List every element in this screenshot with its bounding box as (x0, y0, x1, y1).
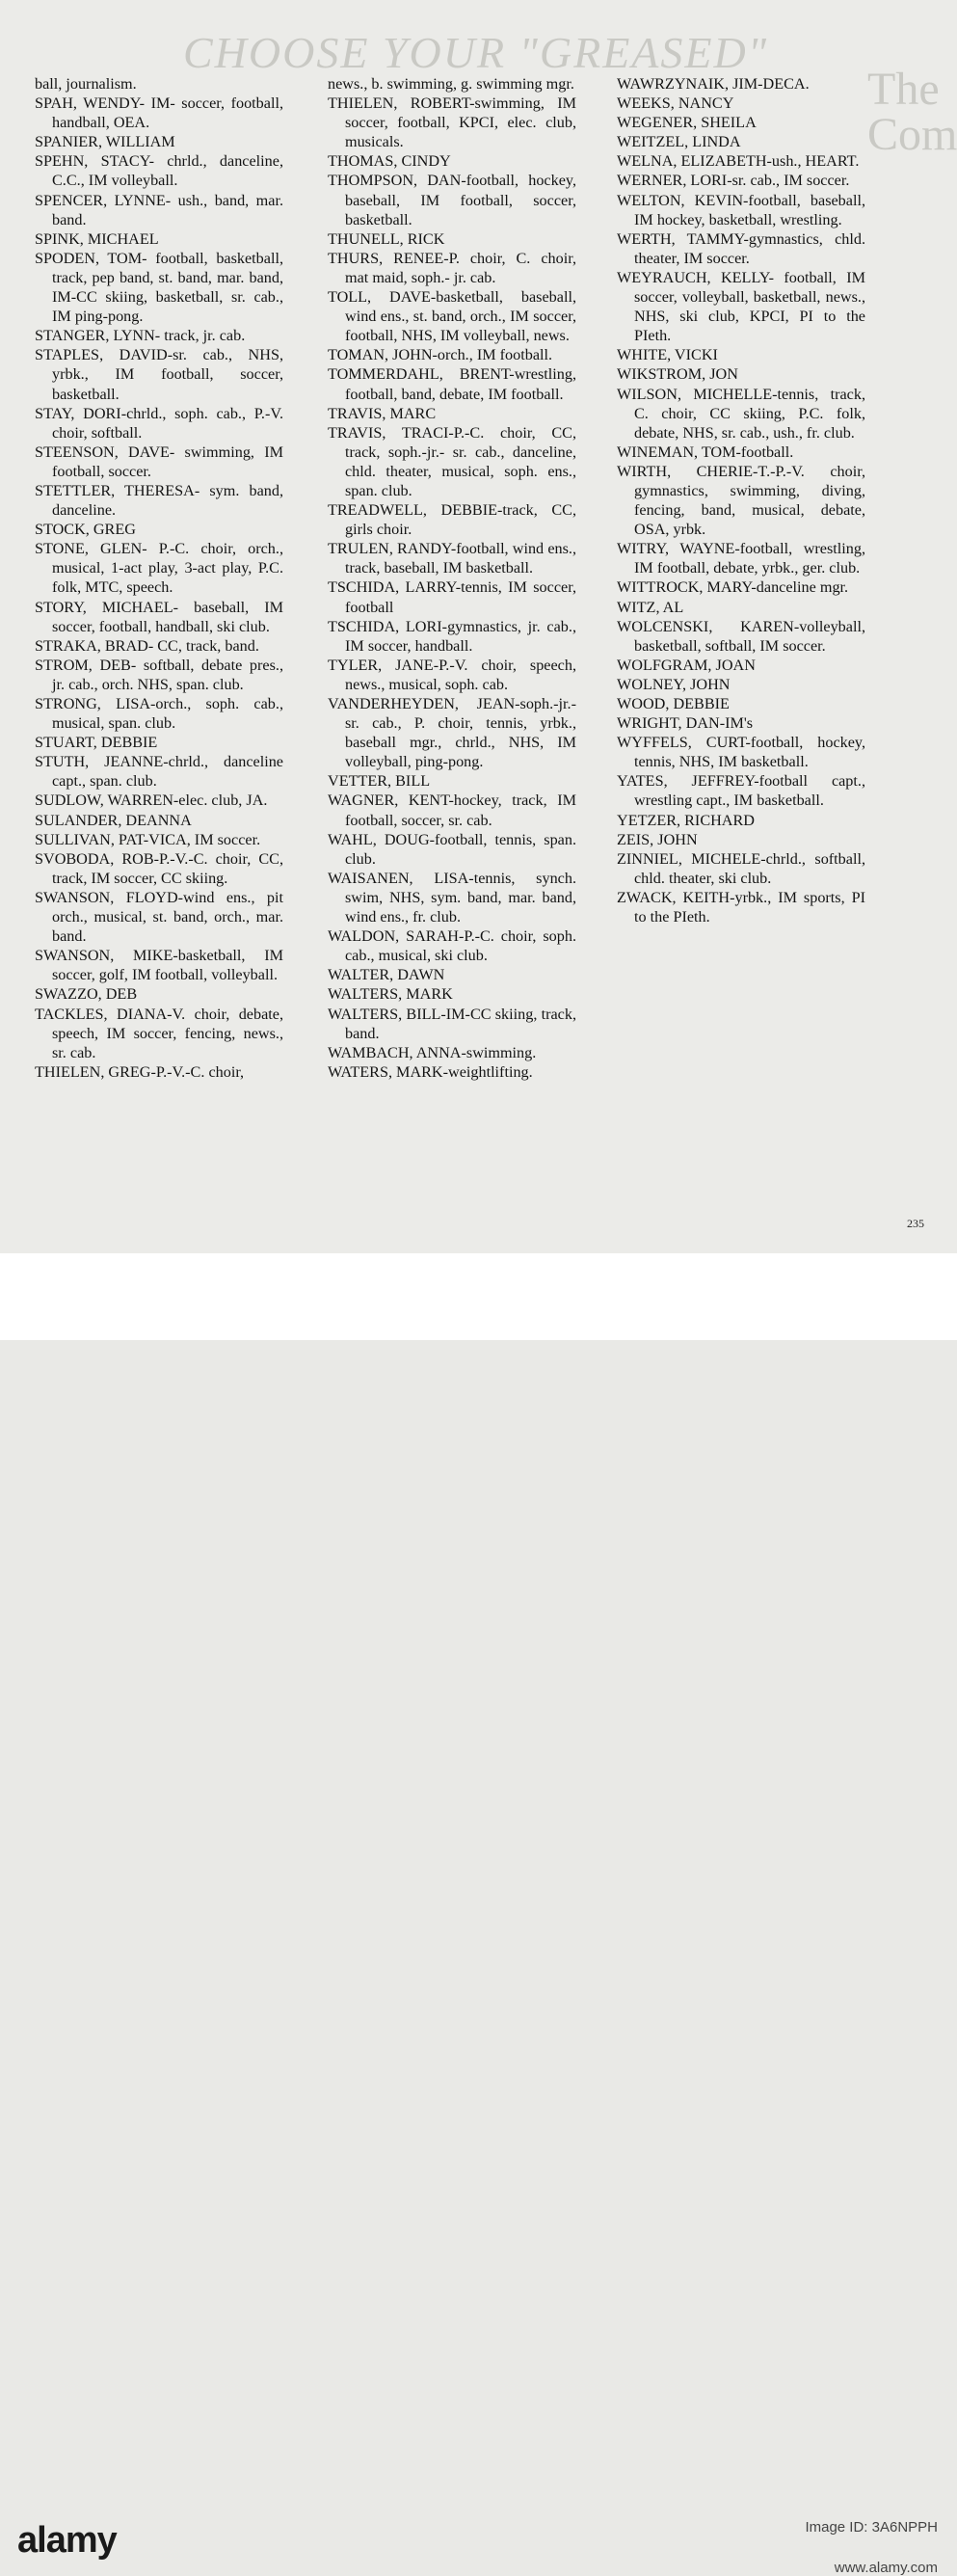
directory-entry: STUART, DEBBIE (35, 734, 158, 752)
directory-entry: TACKLES, DIANA-V. choir, debate, speech, IM soccer, fencing, news., sr. cab. (35, 1005, 283, 1061)
directory-entry: VANDERHEYDEN, JEAN-soph.-jr.-sr. cab., P. choir, tennis, yrbk., baseball mgr., chrld., NHS, IM volleyball, ping-pong. (328, 695, 576, 771)
directory-entry: WOLCENSKI, KAREN-volleyball, basketball, softball, IM soccer. (617, 617, 865, 655)
directory-entry: WIKSTROM, JON (617, 365, 738, 384)
directory-entry: TOMMERDAHL, BRENT-wrestling, football, band, debate, IM football. (328, 365, 576, 403)
directory-entry: WATERS, MARK-weightlifting. (328, 1062, 533, 1081)
directory-entry: SULLIVAN, PAT-VICA, IM soccer. (35, 830, 261, 848)
directory-entry: TYLER, JANE-P.-V. choir, speech, news., musical, soph. cab. (328, 656, 576, 693)
directory-entry: SPANIER, WILLIAM (35, 133, 175, 151)
directory-entry: news., b. swimming, g. swimming mgr. (328, 75, 574, 93)
directory-entry: WEITZEL, LINDA (617, 133, 741, 151)
directory-column-3 (617, 74, 865, 926)
directory-entry: WRIGHT, DAN-IM's (617, 714, 754, 733)
directory-entry: WAHL, DOUG-football, tennis, span. club. (328, 830, 576, 868)
directory-entry: WALTERS, MARK (328, 985, 453, 1004)
watermark-logo: alamy (17, 2520, 117, 2561)
directory-entry: SPEHN, STACY- chrld., danceline, C.C., IM volleyball. (35, 152, 283, 190)
directory-entry: WELNA, ELIZABETH-ush., HEART. (617, 152, 860, 171)
directory-entry: THIELEN, ROBERT-swimming, IM soccer, football, KPCI, elec. club, musicals. (328, 94, 576, 151)
directory-entry: STETTLER, THERESA- sym. band, danceline. (35, 481, 283, 520)
directory-entry: VETTER, BILL (328, 772, 431, 791)
directory-entry: SVOBODA, ROB-P.-V.-C. choir, CC, track, IM soccer, CC skiing. (35, 849, 283, 887)
yearbook-page (0, 0, 957, 1253)
directory-entry: WAGNER, KENT-hockey, track, IM football, soccer, sr. cab. (328, 792, 576, 829)
directory-entry: SWAZZO, DEB (35, 985, 138, 1004)
directory-entry: WEEKS, NANCY (617, 94, 734, 113)
directory-entry: STEENSON, DAVE- swimming, IM football, soccer. (35, 443, 283, 480)
directory-entry: THUNELL, RICK (328, 229, 445, 248)
directory-entry: STANGER, LYNN- track, jr. cab. (35, 327, 246, 345)
directory-column-1 (35, 74, 283, 1082)
directory-entry: WERTH, TAMMY-gymnastics, chld. theater, IM soccer. (617, 229, 865, 267)
directory-entry: YATES, JEFFREY-football capt., wrestling capt., IM basketball. (617, 772, 865, 810)
directory-entry: WILSON, MICHELLE-tennis, track, C. choir, CC skiing, P.C. folk, debate, NHS, sr. cab., ush., fr. club. (617, 385, 865, 442)
directory-entry: TREADWELL, DEBBIE-track, CC, girls choir. (328, 501, 576, 539)
bleed-through-title: CHOOSE YOUR "GREASED" (183, 28, 769, 77)
watermark-footer (0, 1253, 957, 2576)
directory-column-2 (328, 74, 576, 1082)
directory-entry: WITTROCK, MARY-danceline mgr. (617, 578, 849, 597)
directory-entry: ball, journalism. (35, 75, 137, 93)
directory-entry: STAPLES, DAVID-sr. cab., NHS, yrbk., IM football, soccer, basketball. (35, 346, 283, 403)
directory-entry: WEGENER, SHEILA (617, 114, 757, 132)
directory-entry: WYFFELS, CURT-football, hockey, tennis, NHS, IM basketball. (617, 734, 865, 771)
directory-entry: STORY, MICHAEL- baseball, IM soccer, football, handball, ski club. (35, 598, 283, 635)
directory-entry: YETZER, RICHARD (617, 811, 755, 829)
directory-entry: TSCHIDA, LORI-gymnastics, jr. cab., IM soccer, handball. (328, 617, 576, 655)
directory-entry: WAWRZYNAIK, JIM-DECA. (617, 75, 810, 93)
directory-entry: STAY, DORI-chrld., soph. cab., P.-V. choir, softball. (35, 404, 283, 442)
directory-entry: WERNER, LORI-sr. cab., IM soccer. (617, 172, 850, 190)
directory-entry: WAMBACH, ANNA-swimming. (328, 1043, 537, 1061)
directory-entry: WIRTH, CHERIE-T.-P.-V. choir, gymnastics, swimming, diving, fencing, band, musical, debate, OSA, yrbk. (617, 462, 865, 539)
directory-entry: WITRY, WAYNE-football, wrestling, IM football, debate, yrbk., ger. club. (617, 540, 865, 577)
directory-entry: WAISANEN, LISA-tennis, synch. swim, NHS, sym. band, mar. band, wind ens., fr. club. (328, 869, 576, 926)
directory-entry: THOMAS, CINDY (328, 152, 451, 171)
directory-entry: TRAVIS, TRACI-P.-C. choir, CC, track, soph.-jr.- sr. cab., danceline, chld. theater, musical, soph. ens., span. club. (328, 423, 576, 499)
directory-entry: WEYRAUCH, KELLY- football, IM soccer, volleyball, basketball, news., NHS, ski club, KPCI, PI to the PIeth. (617, 268, 865, 345)
directory-entry: WALTER, DAWN (328, 966, 445, 984)
directory-entry: ZEIS, JOHN (617, 830, 698, 848)
directory-entry: THOMPSON, DAN-football, hockey, baseball, IM football, soccer, basketball. (328, 172, 576, 228)
directory-entry: WOOD, DEBBIE (617, 695, 730, 712)
directory-entry: SPINK, MICHAEL (35, 229, 159, 248)
directory-entry: WELTON, KEVIN-football, baseball, IM hockey, basketball, wrestling. (617, 191, 865, 228)
bleed-through-heading-2: Com (867, 109, 957, 160)
directory-entry: STUTH, JEANNE-chrld., danceline capt., span. club. (35, 753, 283, 791)
directory-entry: SPODEN, TOM- football, basketball, track, pep band, st. band, mar. band, IM-CC skiing, basketball, sr. cab., IM ping-pong. (35, 249, 283, 326)
directory-entry: WOLNEY, JOHN (617, 675, 731, 693)
directory-entry: STRAKA, BRAD- CC, track, band. (35, 636, 259, 655)
directory-entry: STONE, GLEN- P.-C. choir, orch., musical, 1-act play, 3-act play, P.C. folk, MTC, speech. (35, 540, 283, 597)
directory-entry: STROM, DEB- softball, debate pres., jr. cab., orch. NHS, span. club. (35, 656, 283, 693)
directory-entry: SPAH, WENDY- IM- soccer, football, handball, OEA. (35, 94, 283, 132)
directory-entry: THIELEN, GREG-P.-V.-C. choir, (35, 1062, 245, 1081)
directory-entry: SULANDER, DEANNA (35, 811, 192, 829)
directory-entry: SWANSON, MIKE-basketball, IM soccer, golf, IM football, volleyball. (35, 947, 283, 984)
directory-entry: TRULEN, RANDY-football, wind ens., track, baseball, IM basketball. (328, 540, 576, 577)
directory-entry: STOCK, GREG (35, 521, 136, 539)
directory-entry: SUDLOW, WARREN-elec. club, JA. (35, 792, 268, 810)
watermark-image-id: Image ID: 3A6NPPH (805, 2519, 938, 2536)
directory-entry: TOLL, DAVE-basketball, baseball, wind ens., st. band, orch., IM soccer, football, NHS, IM volleyball, news. (328, 288, 576, 345)
bleed-through-heading-1: The (867, 64, 940, 115)
directory-entry: WALTERS, BILL-IM-CC skiing, track, band. (328, 1005, 576, 1042)
directory-entry: STRONG, LISA-orch., soph. cab., musical, span. club. (35, 695, 283, 733)
directory-entry: THURS, RENEE-P. choir, C. choir, mat maid, soph.- jr. cab. (328, 249, 576, 286)
watermark-url: www.alamy.com (834, 2560, 938, 2576)
page-number: 235 (907, 1217, 924, 1230)
directory-entry: ZINNIEL, MICHELE-chrld., softball, chld. theater, ski club. (617, 849, 865, 887)
directory-entry: WINEMAN, TOM-football. (617, 443, 794, 461)
directory-entry: TRAVIS, MARC (328, 404, 437, 422)
directory-entry: SWANSON, FLOYD-wind ens., pit orch., musical, st. band, orch., mar. band. (35, 888, 283, 946)
directory-entry: WITZ, AL (617, 598, 684, 616)
directory-entry: WHITE, VICKI (617, 346, 718, 364)
directory-entry: SPENCER, LYNNE- ush., band, mar. band. (35, 191, 283, 228)
directory-entry: WOLFGRAM, JOAN (617, 656, 756, 674)
directory-entry: WALDON, SARAH-P.-C. choir, soph. cab., musical, ski club. (328, 927, 576, 965)
directory-entry: ZWACK, KEITH-yrbk., IM sports, PI to the PIeth. (617, 888, 865, 926)
directory-entry: TSCHIDA, LARRY-tennis, IM soccer, football (328, 578, 576, 616)
directory-entry: TOMAN, JOHN-orch., IM football. (328, 346, 553, 364)
